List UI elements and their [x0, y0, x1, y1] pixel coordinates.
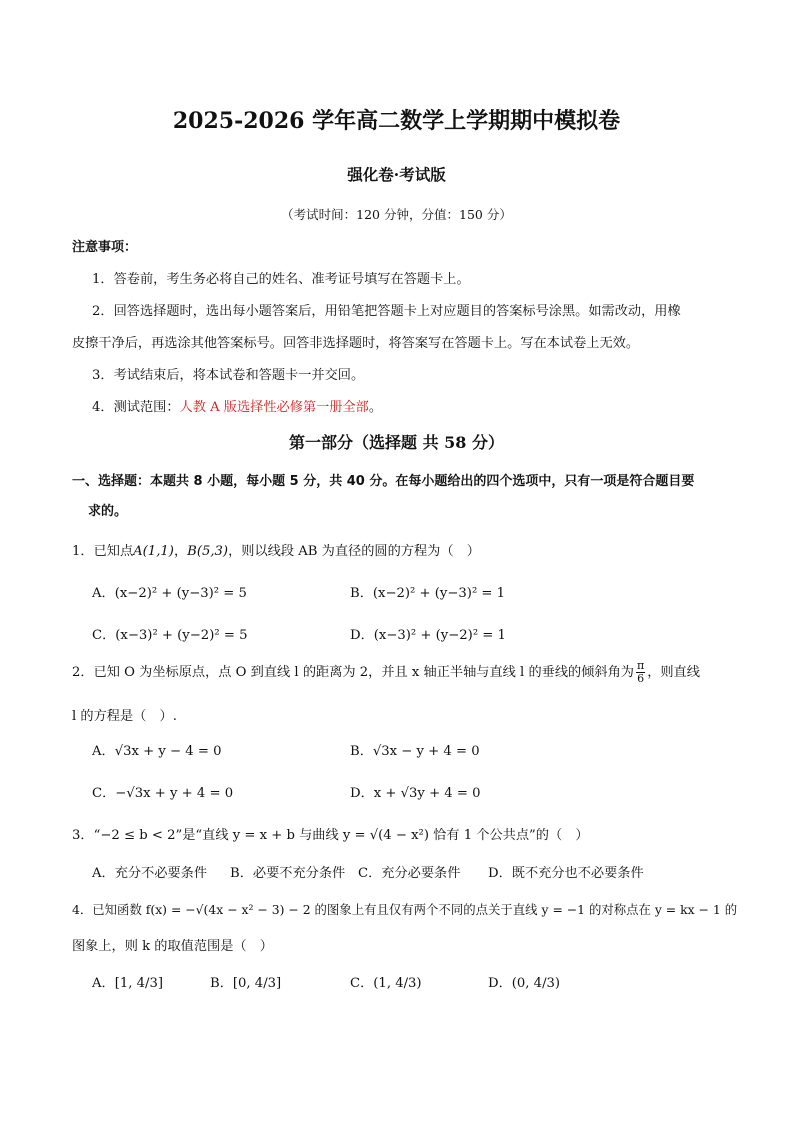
q4-option-b: B．[0, 4/3]	[210, 976, 282, 991]
question-2-cont: l 的方程是（ ）.	[72, 709, 177, 724]
notice-item-3: 3．考试结束后，将本试卷和答题卡一并交回。	[92, 368, 365, 383]
q3-option-b: B．必要不充分条件	[230, 866, 346, 881]
q2-option-b: B．√3x − y + 4 = 0	[350, 744, 480, 759]
q2-option-d: D．x + √3y + 4 = 0	[350, 786, 481, 801]
q1-option-d: D．(x−3)² + (y−2)² = 1	[350, 628, 506, 643]
point-b: B(5,3)	[187, 544, 229, 559]
q4-option-a: A．[1, 4/3]	[92, 976, 163, 991]
q2-option-a: A．√3x + y − 4 = 0	[92, 744, 222, 759]
q3-option-d: D．既不充分也不必要条件	[488, 866, 644, 881]
q3-option-c: C．充分必要条件	[358, 866, 461, 881]
point-a: A(1,1)	[133, 544, 174, 559]
section-title: 第一部分（选择题 共 58 分）	[289, 433, 504, 452]
instruction-line-1: 一、选择题：本题共 8 小题，每小题 5 分，共 40 分。在每小题给出的四个选项中，只有一项是符合题目要	[72, 474, 695, 489]
q2-option-c: C．−√3x + y + 4 = 0	[92, 786, 234, 801]
pi-over-6: $\frac{\pi}{6}$	[636, 659, 645, 685]
question-1: 1．已知点A(1,1)，B(5,3)，则以线段 AB 为直径的圆的方程为（ ）	[72, 544, 480, 559]
q3-option-a: A．充分不必要条件	[92, 866, 208, 881]
scope-label: 4．测试范围：	[92, 400, 180, 415]
instruction-line-2: 求的。	[88, 504, 128, 519]
q1-option-a: A．(x−2)² + (y−3)² = 5	[92, 586, 247, 601]
question-3: 3．“−2 ≤ b < 2”是“直线 y = x + b 与曲线 y = √(4 − x²) 恰有 1 个公共点”的（ ）	[72, 828, 589, 843]
scope-value: 人教 A 版选择性必修第一册全部	[179, 400, 369, 415]
q4-option-d: D．(0, 4/3)	[488, 976, 561, 991]
scope-end: 。	[368, 400, 383, 415]
question-4: 4．已知函数 f(x) = −√(4x − x² − 3) − 2 的图象上有且仅有两个不同的点关于直线 y = −1 的对称点在 y = kx − 1 的	[72, 902, 738, 917]
q1-option-c: C．(x−3)² + (y−2)² = 5	[92, 628, 248, 643]
page-title: 2025-2026 学年高二数学上学期期中模拟卷	[172, 108, 621, 134]
q4-option-c: C．(1, 4/3)	[350, 976, 422, 991]
notice-item-4	[92, 396, 382, 415]
exam-meta: （考试时间：120 分钟，分值：150 分）	[281, 207, 512, 222]
q1-option-b: B．(x−2)² + (y−3)² = 1	[350, 586, 506, 601]
notice-item-1: 1．答卷前，考生务必将自己的姓名、准考证号填写在答题卡上。	[92, 272, 470, 287]
notice-item-2-cont: 皮擦干净后，再选涂其他答案标号。回答非选择题时，将答案写在答题卡上。写在本试卷上无效。	[72, 336, 640, 351]
question-2: 2．已知 O 为坐标原点，点 O 到直线 l 的距离为 2，并且 x 轴正半轴与直线 l 的垂线的倾斜角为 $\frac{\pi}{6}$ ，则直线	[72, 659, 700, 685]
notice-heading: 注意事项：	[72, 240, 138, 255]
notice-item-2: 2．回答选择题时，选出每小题答案后，用铅笔把答题卡上对应题目的答案标号涂黑。如需改动，用橡	[92, 304, 681, 319]
page-subtitle: 强化卷·考试版	[347, 165, 446, 184]
question-4-cont: 图象上，则 k 的取值范围是（ ）	[72, 939, 273, 954]
